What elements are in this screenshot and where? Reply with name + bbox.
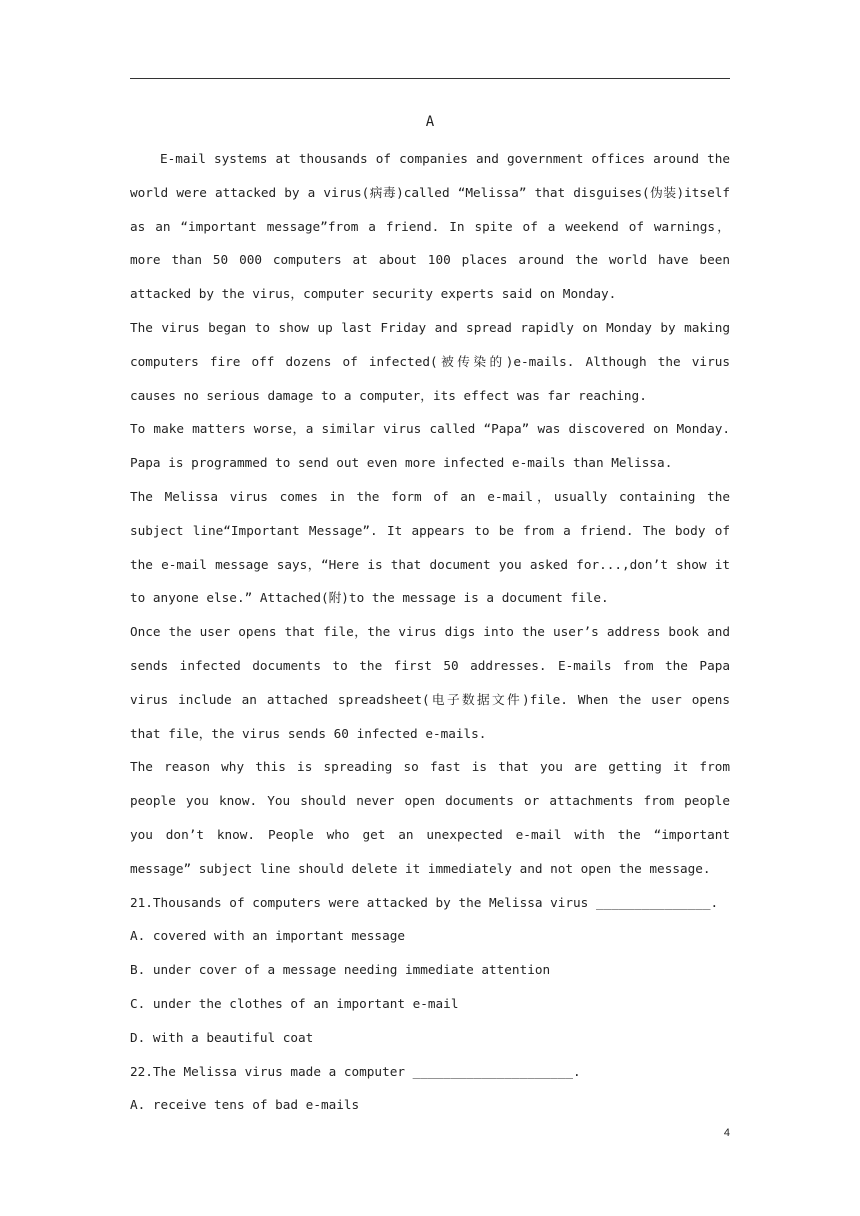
- document-body: [130, 142, 730, 1122]
- section-title: A: [425, 114, 435, 130]
- header-rule: [130, 78, 730, 79]
- passage-paragraph-3: To make matters worse，a similar virus called “Papa” was discovered on Monday. Papa is programmed to send out even more infected e-mails than Melissa.: [130, 421, 730, 471]
- question-22-stem: 22.The Melissa virus made a computer _____________________.: [130, 1063, 581, 1079]
- passage-paragraph-6: The reason why this is spreading so fast is that you are getting it from people you know. You should never open documents or attachments from people you don’t know. People who get an unexpected e-mail with the “important message” subject line should delete it immediately and not open the message.: [130, 759, 730, 876]
- question-22-option-a: A. receive tens of bad e-mails: [130, 1097, 360, 1113]
- passage-paragraph-5: Once the user opens that file，the virus digs into the user’s address book and sends infected documents to the first 50 addresses. E-mails from the Papa virus include an attached spreadsheet(电子数据文件)file. When the user opens that file，the virus sends 60 infected e-mails.: [130, 624, 730, 741]
- question-21-option-d: D. with a beautiful coat: [130, 1029, 314, 1045]
- question-21-option-c: C. under the clothes of an important e-mail: [130, 995, 459, 1011]
- passage-paragraph-1: E-mail systems at thousands of companies and government offices around the world were attacked by a virus(病毒)called “Melissa” that disguises(伪装)itself as an “important message”from a friend. In spite of a weekend of warnings，more than 50 000 computers at about 100 places around the world have been attacked by the virus，computer security experts said on Monday.: [130, 151, 730, 302]
- page-number: 4: [723, 1127, 730, 1139]
- question-21-option-b: B. under cover of a message needing immediate attention: [130, 962, 551, 978]
- passage-paragraph-2: The virus began to show up last Friday and spread rapidly on Monday by making computers fire off dozens of infected(被传染的)e-mails. Although the virus causes no serious damage to a computer，its effect was far reaching.: [130, 319, 730, 403]
- question-21-option-a: A. covered with an important message: [130, 928, 405, 944]
- question-21-stem: 21.Thousands of computers were attacked by the Melissa virus _______________.: [130, 894, 719, 910]
- passage-paragraph-4: The Melissa virus comes in the form of an e-mail，usually containing the subject line“Important Message”. It appears to be from a friend. The body of the e-mail message says，“Here is that document you asked for...,don’t show it to anyone else.” Attached(附)to the message is a document file.: [130, 488, 730, 606]
